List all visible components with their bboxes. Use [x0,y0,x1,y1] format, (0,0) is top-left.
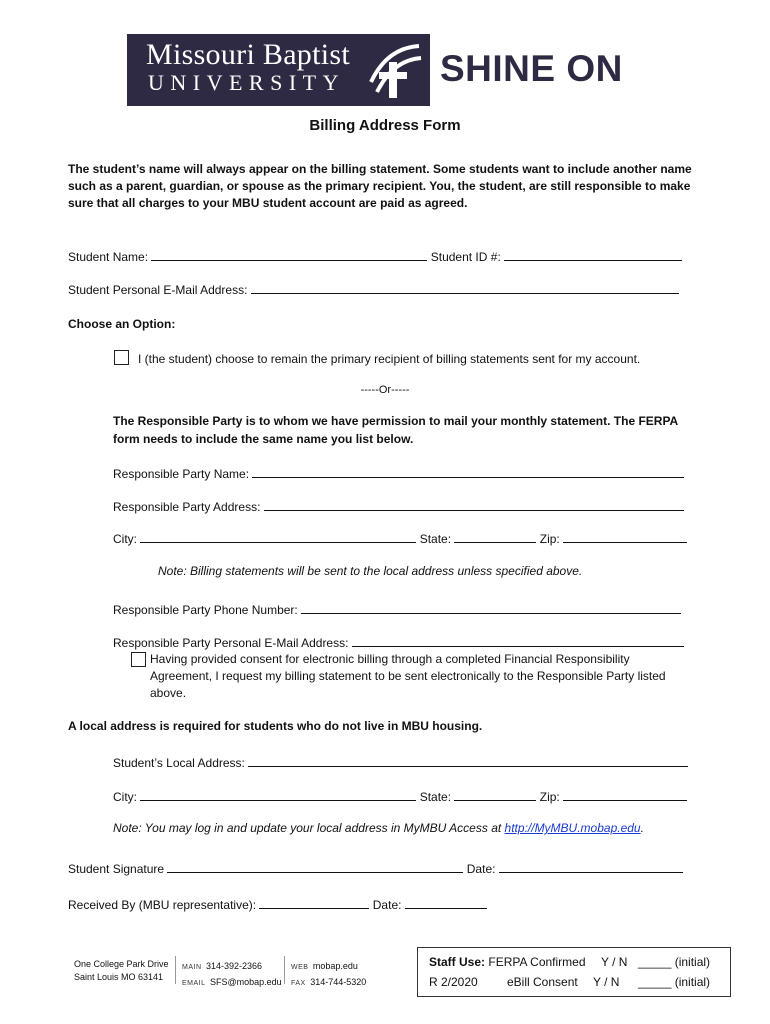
footer-fax-value: 314-744-5320 [310,977,367,987]
staff-ebill-label: eBill Consent [507,975,578,989]
logo-university-word: UNIVERSITY [148,70,345,95]
rp-address-field[interactable] [264,498,684,511]
rp-city-row [113,530,687,547]
logo-tagline: SHINE ON [440,48,623,89]
update-note-text: Note: You may log in and update your local address in MyMBU Access at [113,821,502,835]
local-zip-label: Zip: [539,790,560,804]
signature-label: Student Signature [68,862,165,876]
student-name-field[interactable] [151,248,427,261]
rp-city-field[interactable] [140,530,416,543]
rp-address-row [113,498,684,515]
logo-emblem-icon [367,42,423,100]
received-date-field[interactable] [405,896,487,909]
student-name-label: Student Name: [68,250,149,264]
rp-address-label: Responsible Party Address: [113,500,261,514]
signature-date-label: Date: [466,862,496,876]
page-title: Billing Address Form [309,117,461,134]
rp-city-label: City: [113,532,137,546]
staff-ferpa-yn: Y / N [601,955,628,969]
consent-text: Having provided consent for electronic billing through a completed Financial Responsibility Agreement, I request my billing statement to be sent electronically to the Responsible Party listed above. [150,652,666,700]
received-date-label: Date: [372,898,402,912]
mymbu-link[interactable]: http://MyMBU.mobap.edu [504,821,641,835]
rp-zip-field[interactable] [563,530,687,543]
student-id-field[interactable] [504,248,682,261]
signature-field[interactable] [167,860,463,873]
received-label: Received By (MBU representative): [68,898,257,912]
local-address-field[interactable] [248,754,688,767]
local-address-label: Student’s Local Address: [113,756,245,770]
staff-ebill-initial: _____ (initial) [638,975,711,989]
student-email-row [68,281,679,298]
rp-state-label: State: [419,532,452,546]
intro-paragraph: The student’s name will always appear on the billing statement. Some students want to include another name such as a parent, guardian, or spouse as the primary recipient. You, the student, are still responsible to make sure that all charges to your MBU student account are paid as agreed. [68,162,692,210]
footer-contact-main [182,958,282,990]
consent-checkbox[interactable] [131,652,146,667]
rp-name-row [113,465,684,482]
billing-note: Note: Billing statements will be sent to the local address unless specified above. [158,564,583,578]
update-note: Note: You may log in and update your local address in MyMBU Access at http://MyMBU.mobap.edu. [113,821,644,835]
local-city-row [113,788,687,805]
local-city-field[interactable] [140,788,416,801]
footer-fax-label: FAX [291,980,306,987]
responsible-party-intro: The Responsible Party is to whom we have permission to mail your monthly statement. The FERPA form needs to include the same name you list below. [113,414,678,446]
student-email-field[interactable] [251,281,679,294]
local-zip-field[interactable] [563,788,687,801]
rp-email-label: Responsible Party Personal E-Mail Address: [113,636,349,650]
signature-date-field[interactable] [499,860,683,873]
staff-row-ferpa [429,953,586,971]
local-state-label: State: [419,790,452,804]
rp-phone-label: Responsible Party Phone Number: [113,603,298,617]
or-separator: -----Or----- [360,384,410,396]
footer-address-line1: One College Park Drive [74,959,169,969]
staff-use-label: Staff Use: [429,955,486,969]
rp-phone-field[interactable] [301,601,681,614]
staff-ebill-yn: Y / N [593,975,620,989]
signature-row [68,860,683,877]
staff-use-box [417,947,731,997]
local-state-field[interactable] [454,788,536,801]
choose-option-heading: Choose an Option: [68,317,176,331]
student-name-row [68,248,682,265]
local-address-required: A local address is required for students who do not live in MBU housing. [68,719,483,733]
received-field[interactable] [259,896,369,909]
option-student-text: I (the student) choose to remain the primary recipient of billing statements sent for my account. [138,352,641,366]
footer-email-label: EMAIL [182,980,206,987]
staff-ferpa-label: FERPA Confirmed [488,955,586,969]
footer-main-label: MAIN [182,964,202,971]
footer-address [74,958,169,984]
student-id-label: Student ID #: [430,250,501,264]
logo-university-name: Missouri Baptist [146,38,350,71]
rp-email-field[interactable] [352,634,684,647]
rp-state-field[interactable] [454,530,536,543]
footer-divider [175,956,176,984]
rp-name-field[interactable] [252,465,684,478]
footer-email-value: SFS@mobap.edu [209,977,282,987]
staff-ferpa-initial: _____ (initial) [638,955,711,969]
staff-revision: R 2/2020 [429,975,478,989]
local-address-row [113,754,688,771]
footer-main-value: 314-392-2366 [205,961,263,971]
footer-address-line2: Saint Louis MO 63141 [74,972,164,982]
footer-contact-web [291,958,366,990]
footer-web-label: WEB [291,964,309,971]
rp-email-row [113,634,684,651]
rp-zip-label: Zip: [539,532,560,546]
received-row [68,896,487,913]
footer-web-value: mobap.edu [312,961,358,971]
local-city-label: City: [113,790,137,804]
rp-phone-row [113,601,681,618]
footer-divider [284,956,285,984]
rp-name-label: Responsible Party Name: [113,467,250,481]
option-student-checkbox[interactable] [114,350,129,365]
student-email-label: Student Personal E-Mail Address: [68,283,248,297]
